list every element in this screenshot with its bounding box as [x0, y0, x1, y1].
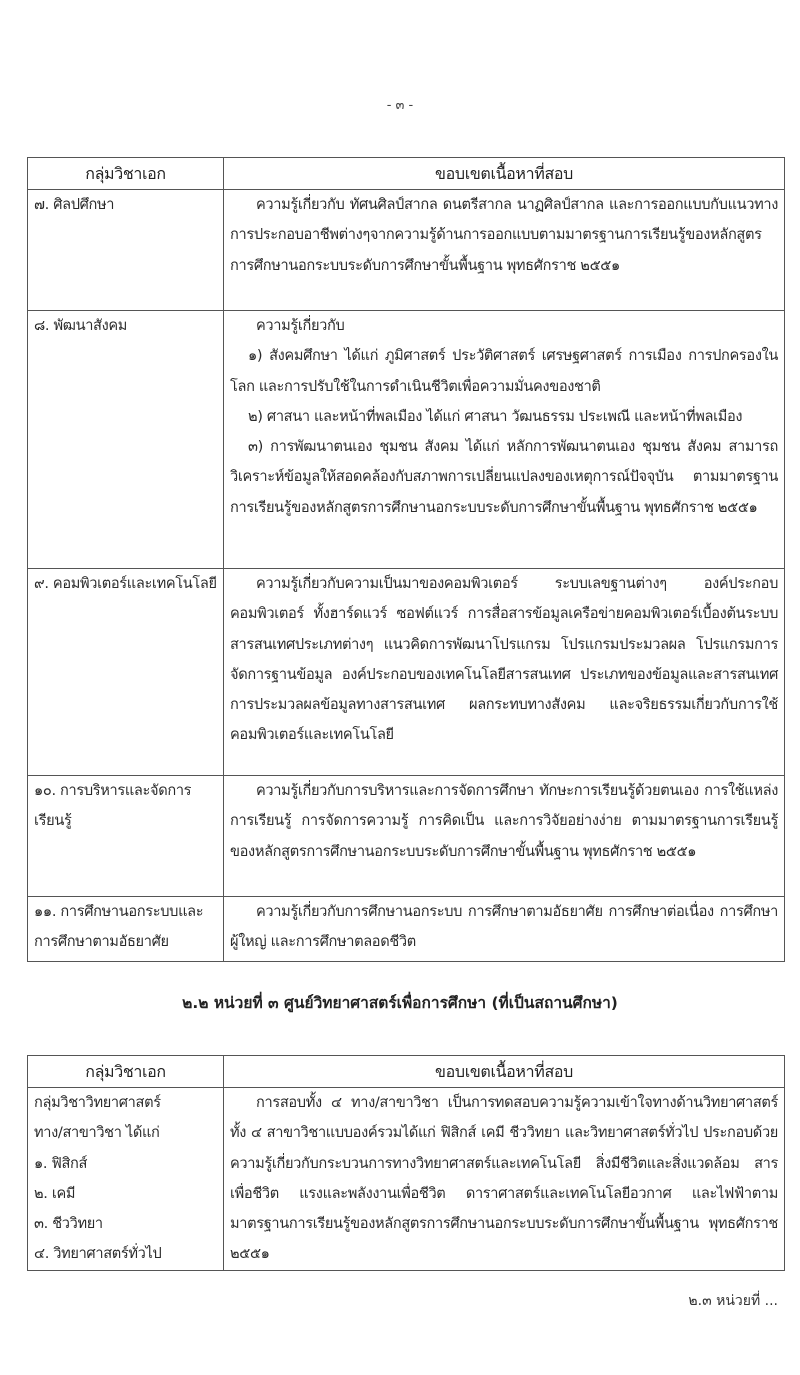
- exam-scope-table-1: [27, 157, 785, 962]
- scope-text: ความรู้เกี่ยวกับความเป็นมาของคอมพิวเตอร์ ระบบเลขฐานต่างๆ องค์ประกอบคอมพิวเตอร์ ทั้งฮาร์ดแวร์ ซอฟต์แวร์ การสื่อสารข้อมูลเครือข่ายคอมพิวเตอร์เบื้องต้นระบบ สารสนเทศประเภทต่างๆ แนวคิดการพัฒนาโปรแกรม โปรแกรมประมวลผล โปรแกรมการจัดการฐานข้อมูล องค์ประกอบของเทคโนโลยีสารสนเทศ ประเภทของข้อมูลและสารสนเทศ การประมวลผลข้อมูลทางสารสนเทศ ผลกระทบทางสังคม และจริยธรรมเกี่ยวกับการใช้คอมพิวเตอร์และเทคโนโลยี: [230, 575, 778, 744]
- scope-text: ความรู้เกี่ยวกับ ทัศนศิลป์สากล ดนตรีสากล นาฏศิลป์สากล และการออกแบบกับแนวทางการประกอบอาชีพต่างๆจากความรู้ด้านการออกแบบตามมาตรฐานการเรียนรู้ของหลักสูตรการศึกษานอกระบบระดับการศึกษาขั้นพื้นฐาน พุทธศักราช ๒๕๕๑: [230, 196, 778, 274]
- header-major-subject: กลุ่มวิชาเอก: [28, 1056, 224, 1088]
- table-header-row: [28, 1056, 785, 1088]
- table-header-row: [28, 158, 785, 190]
- table-row: [28, 776, 785, 897]
- header-exam-scope: ขอบเขตเนื้อหาที่สอบ: [224, 158, 785, 190]
- scope-intro: ความรู้เกี่ยวกับ: [256, 317, 345, 334]
- subject-line: ๑. ฟิสิกส์: [34, 1154, 88, 1172]
- scope-item: ๑) สังคมศึกษา ได้แก่ ภูมิศาสตร์ ประวัติศาสตร์ เศรษฐศาสตร์ การเมือง การปกครองในโลก และการปรับใช้ในการดำเนินชีวิตเพื่อความมั่นคงของชาติ: [230, 347, 778, 395]
- scope-cell: [224, 897, 785, 962]
- scope-cell: [224, 1088, 785, 1271]
- table-row: [28, 897, 785, 962]
- table-row: [28, 311, 785, 569]
- header-exam-scope: ขอบเขตเนื้อหาที่สอบ: [224, 1056, 785, 1088]
- scope-item: ๓) การพัฒนาตนเอง ชุมชน สังคม ได้แก่ หลักการพัฒนาตนเอง ชุมชน สังคม สามารถวิเคราะห์ข้อมูลให้สอดคล้องกับสภาพการเปลี่ยนแปลงของเหตุการณ์ปัจจุบัน ตามมาตรฐานการเรียนรู้ของหลักสูตรการศึกษานอกระบบระดับการศึกษาขั้นพื้นฐาน พุทธศักราช ๒๕๕๑: [230, 438, 778, 516]
- continuation-note: ๒.๓ หน่วยที่ ...: [688, 1293, 778, 1309]
- scope-text: ความรู้เกี่ยวกับการศึกษานอกระบบ การศึกษาตามอัธยาศัย การศึกษาต่อเนื่อง การศึกษาผู้ใหญ่ และการศึกษาตลอดชีวิต: [230, 903, 778, 951]
- table-row: [28, 1088, 785, 1271]
- subject-line: ๓. ชีววิทยา: [34, 1215, 103, 1233]
- subject-cell: ๗. ศิลปศึกษา: [28, 190, 224, 311]
- subject-line: ๔. วิทยาศาสตร์ทั่วไป: [34, 1245, 162, 1263]
- scope-text: ความรู้เกี่ยวกับการบริหารและการจัดการศึกษา ทักษะการเรียนรู้ด้วยตนเอง การใช้แหล่งการเรียนรู้ การจัดการความรู้ การคิดเป็น และการวิจัยอย่างง่าย ตามมาตรฐานการเรียนรู้ของหลักสูตรการศึกษานอกระบบระดับการศึกษาขั้นพื้นฐาน พุทธศักราช ๒๕๕๑: [230, 782, 778, 860]
- subject-line: ทาง/สาขาวิชา ได้แก่: [34, 1124, 160, 1142]
- subject-cell: ๑๐. การบริหารและจัดการเรียนรู้: [28, 776, 224, 897]
- exam-scope-table-2: [27, 1055, 785, 1271]
- page-number: - ๓ -: [386, 98, 414, 113]
- subject-line: ๒. เคมี: [34, 1184, 76, 1202]
- scope-text: การสอบทั้ง ๔ ทาง/สาขาวิชา เป็นการทดสอบความรู้ความเข้าใจทางด้านวิทยาศาสตร์ทั้ง ๔ สาขาวิชาแบบองค์รวมได้แก่ ฟิสิกส์ เคมี ชีววิทยา และวิทยาศาสตร์ทั่วไป ประกอบด้วยความรู้เกี่ยวกับกระบวนการทางวิทยาศาสตร์และเทคโนโลยี สิ่งมีชีวิตและสิ่งแวดล้อม สารเพื่อชีวิต แรงและพลังงานเพื่อชีวิต ดาราศาสตร์และเทคโนโลยีอวกาศ และไฟฟ้าตามมาตรฐานการเรียนรู้ของหลักสูตรการศึกษานอกระบบระดับการศึกษาขั้นพื้นฐาน พุทธศักราช ๒๕๕๑: [230, 1094, 778, 1263]
- subject-line: กลุ่มวิชาวิทยาศาสตร์: [34, 1094, 161, 1111]
- header-major-subject: กลุ่มวิชาเอก: [28, 158, 224, 190]
- section-heading: ๒.๒ หน่วยที่ ๓ ศูนย์วิทยาศาสตร์เพื่อการศึกษา (ที่เป็นสถานศึกษา): [182, 994, 618, 1012]
- subject-cell: ๘. พัฒนาสังคม: [28, 311, 224, 569]
- scope-item: ๒) ศาสนา และหน้าที่พลเมือง ได้แก่ ศาสนา วัฒนธรรม ประเพณี และหน้าที่พลเมือง: [248, 407, 743, 425]
- subject-cell: ๑๑. การศึกษานอกระบบและการศึกษาตามอัธยาศัย: [28, 897, 224, 962]
- table-row: [28, 569, 785, 776]
- table-row: [28, 190, 785, 311]
- scope-cell: [224, 311, 785, 569]
- scope-cell: [224, 776, 785, 897]
- subject-cell: [28, 1088, 224, 1271]
- scope-cell: [224, 190, 785, 311]
- scope-cell: [224, 569, 785, 776]
- subject-cell: ๙. คอมพิวเตอร์และเทคโนโลยี: [28, 569, 224, 776]
